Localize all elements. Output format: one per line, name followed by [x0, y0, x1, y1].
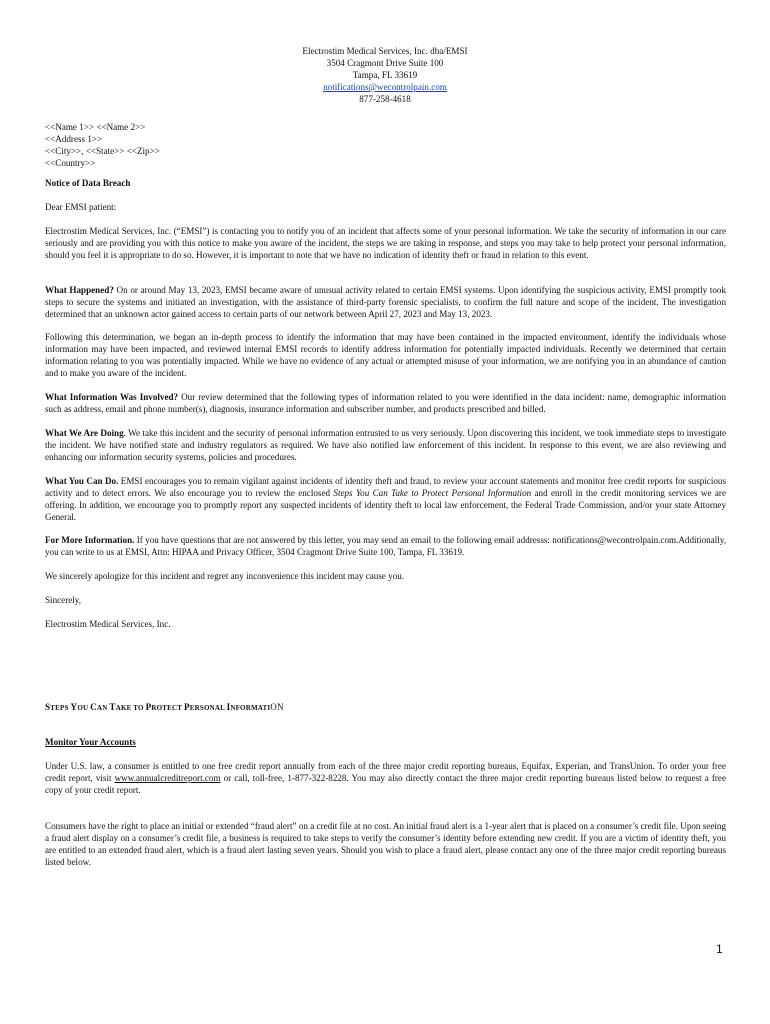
fraud-alert-text: Consumers have the right to place an initial or extended “fraud alert” on a credit file at no cost. An initial fraud alert is a 1-year alert that is placed on a consumer’s credit file. Upon seeing a fraud alert display on a consumer’s credit file, a business is required to take steps to verify the consumer’s identity before extending new credit. If you are a victim of identity theft, you are entitled to an extended fraud alert, which is a fraud alert lasting seven years. Should you wish to place a fraud alert, please contact any one of the three major credit reporting bureaus listed below. — [45, 821, 726, 867]
what-happened-paragraph — [45, 285, 726, 321]
more-info-label: For More Information. — [45, 535, 135, 545]
recipient-street: <<Address 1>> — [45, 134, 103, 144]
more-info-text: If you have questions that are not answered by this letter, you may send an email to the following email addresss: notifications@wecontrolpain.com.Additionally, you can write to us at EMSI, Attn: HIPAA and Privacy Officer, 3504 Cragmont Drive Suite 100, Tampa, FL 33619. — [45, 535, 726, 557]
company-street: 3504 Cragmont Drive Suite 100 — [326, 58, 444, 68]
steps-title-part: T — [109, 702, 116, 712]
company-city: Tampa, FL 33619 — [352, 70, 418, 80]
company-phone: 877-258-4618 — [359, 94, 411, 104]
what-you-do-label: What You Can Do. — [45, 476, 119, 486]
steps-title-part: Y — [70, 702, 78, 712]
page-number: 1 — [716, 942, 723, 956]
what-info-text: Our review determined that the following types of information related to you were identified in the data incident: name, demographic information such as address, email and phone number(s), diagnosis, insurance information and subscriber number, and products prescribed and billed. — [45, 392, 727, 414]
more-info-paragraph — [45, 535, 726, 559]
closing — [45, 595, 726, 607]
steps-title-part: S — [45, 702, 51, 712]
what-happened-text: On or around May 13, 2023, EMSI became aware of unusual activity related to certain EMSI systems. Upon identifying the suspicious activity, EMSI promptly took steps to secure the systems and initiated an investigation, with the assistance of third-party forensic specialists, to confirm the full nature and scope of the incident. The investigation determined that an unknown actor gained access to certain parts of our network between April 27, 2023 and May 13, 2023. — [45, 285, 726, 319]
steps-title-part: OU — [77, 704, 91, 712]
steps-title — [45, 702, 284, 715]
notice-title-text: Notice of Data Breach — [45, 178, 131, 188]
recipient-name: <<Name 1>> <<Name 2>> — [45, 122, 146, 132]
monitor-text-a: Under U.S. law, a consumer is entitled to one free credit report annually from each of the three major credit reporting bureaus, Equifax, Experian, and TransUnion. To order your free credit report, visit — [45, 761, 726, 783]
apology-paragraph — [45, 571, 726, 583]
what-happened-label: What Happened? — [45, 285, 114, 295]
intro-paragraph — [45, 226, 726, 262]
steps-title-part: P — [145, 702, 152, 712]
steps-title-part: I — [226, 702, 231, 712]
signature-text: Electrostim Medical Services, Inc. — [45, 619, 171, 629]
annualcreditreport-link[interactable]: www.annualcreditreport.com — [114, 772, 221, 783]
steps-title-part: ON — [270, 702, 284, 712]
company-email-link[interactable]: notifications@wecontrolpain.com — [323, 82, 447, 92]
apology-text: We sincerely apologize for this incident and regret any inconvenience this incident may cause you. — [45, 571, 405, 581]
steps-title-part: C — [90, 702, 97, 712]
greeting — [45, 202, 726, 214]
greeting-text: Dear EMSI patient: — [45, 202, 117, 212]
monitor-heading: Monitor Your Accounts — [45, 737, 136, 747]
recipient-country: <<Country>> — [45, 158, 96, 168]
notice-title — [45, 178, 726, 190]
closing-text: Sincerely, — [45, 595, 82, 605]
recipient-city: <<City>>, <<State>> <<Zip>> — [45, 146, 160, 156]
what-we-do-text: . We take this incident and the security of personal information entrusted to us very seriously. Upon discovering this incident, we took immediate steps to investigate the incident. We have notified state and industry regulators as required. We have also notified law enforcement of this incident. In response to this event, we are also reviewing and enhancing our information security systems, policies and procedures. — [45, 428, 726, 462]
what-you-do-text-a: EMSI encourages you to remain vigilant against incidents of identity theft and fraud, to review your account statements and monitor free credit reports for suspicious activity and to detect errors. We also encourage you to review the enclosed — [45, 476, 727, 498]
recipient-address — [45, 121, 160, 169]
steps-title-part: P — [183, 702, 190, 712]
steps-title-part: TEPS — [50, 704, 71, 712]
steps-title-part: NFORMATI — [230, 704, 271, 712]
following-paragraph — [45, 332, 726, 380]
company-name: Electrostim Medical Services, Inc. dba/EMSI — [302, 46, 468, 56]
what-you-do-paragraph — [45, 476, 726, 524]
steps-title-part: AN — [96, 704, 110, 712]
what-info-paragraph — [45, 392, 726, 416]
following-text: Following this determination, we began an in-depth process to identify the information that may have been contained in the impacted environment, identify the individuals whose information may have been impacted, and reviewed internal EMSI records to identify address information for potentially impacted individuals. Recently we determined that certain information relating to you was potentially impacted. While we have no evidence of any actual or attempted misuse of your information, we are notifying you in an abundance of caution and to make you aware of the incident. — [45, 332, 726, 378]
what-you-do-text-b: and enroll in the credit monitoring services we are offering. In addition, we encourage you to promptly report any suspected incidents of identity theft to local law enforcement, the Federal Trade Commission, and/or your state Attorney General. — [45, 487, 726, 522]
steps-reference: Steps You Can Take to Protect Personal Information — [333, 487, 532, 498]
steps-title-part: AKE TO — [115, 704, 146, 712]
letterhead — [0, 45, 770, 105]
monitor-paragraph — [45, 761, 726, 797]
steps-title-part: ERSONAL — [189, 704, 227, 712]
what-we-do-label: What We Are Doing — [45, 428, 124, 438]
monitor-text-b: or call, toll-free, 1-877-322-8228. You may also directly contact the three major credit reporting bureaus listed below to request a free copy of your credit report. — [45, 772, 726, 795]
intro-text: Electrostim Medical Services, Inc. (“EMSI”) is contacting you to notify you of an incident that affects some of your personal information. We take the security of information in our care seriously and are providing you with this notice to make you aware of the incident, the steps we are taking in response, and steps you may take to help protect your personal information, should you feel it is appropriate to do so. However, it is important to note that we have no indication of identity theft or fraud in relation to this event. — [45, 226, 726, 260]
steps-title-part: ROTECT — [151, 704, 184, 712]
what-info-label: What Information Was Involved? — [45, 392, 179, 402]
fraud-alert-paragraph — [45, 821, 726, 869]
signature — [45, 619, 726, 631]
what-we-do-paragraph — [45, 428, 726, 464]
